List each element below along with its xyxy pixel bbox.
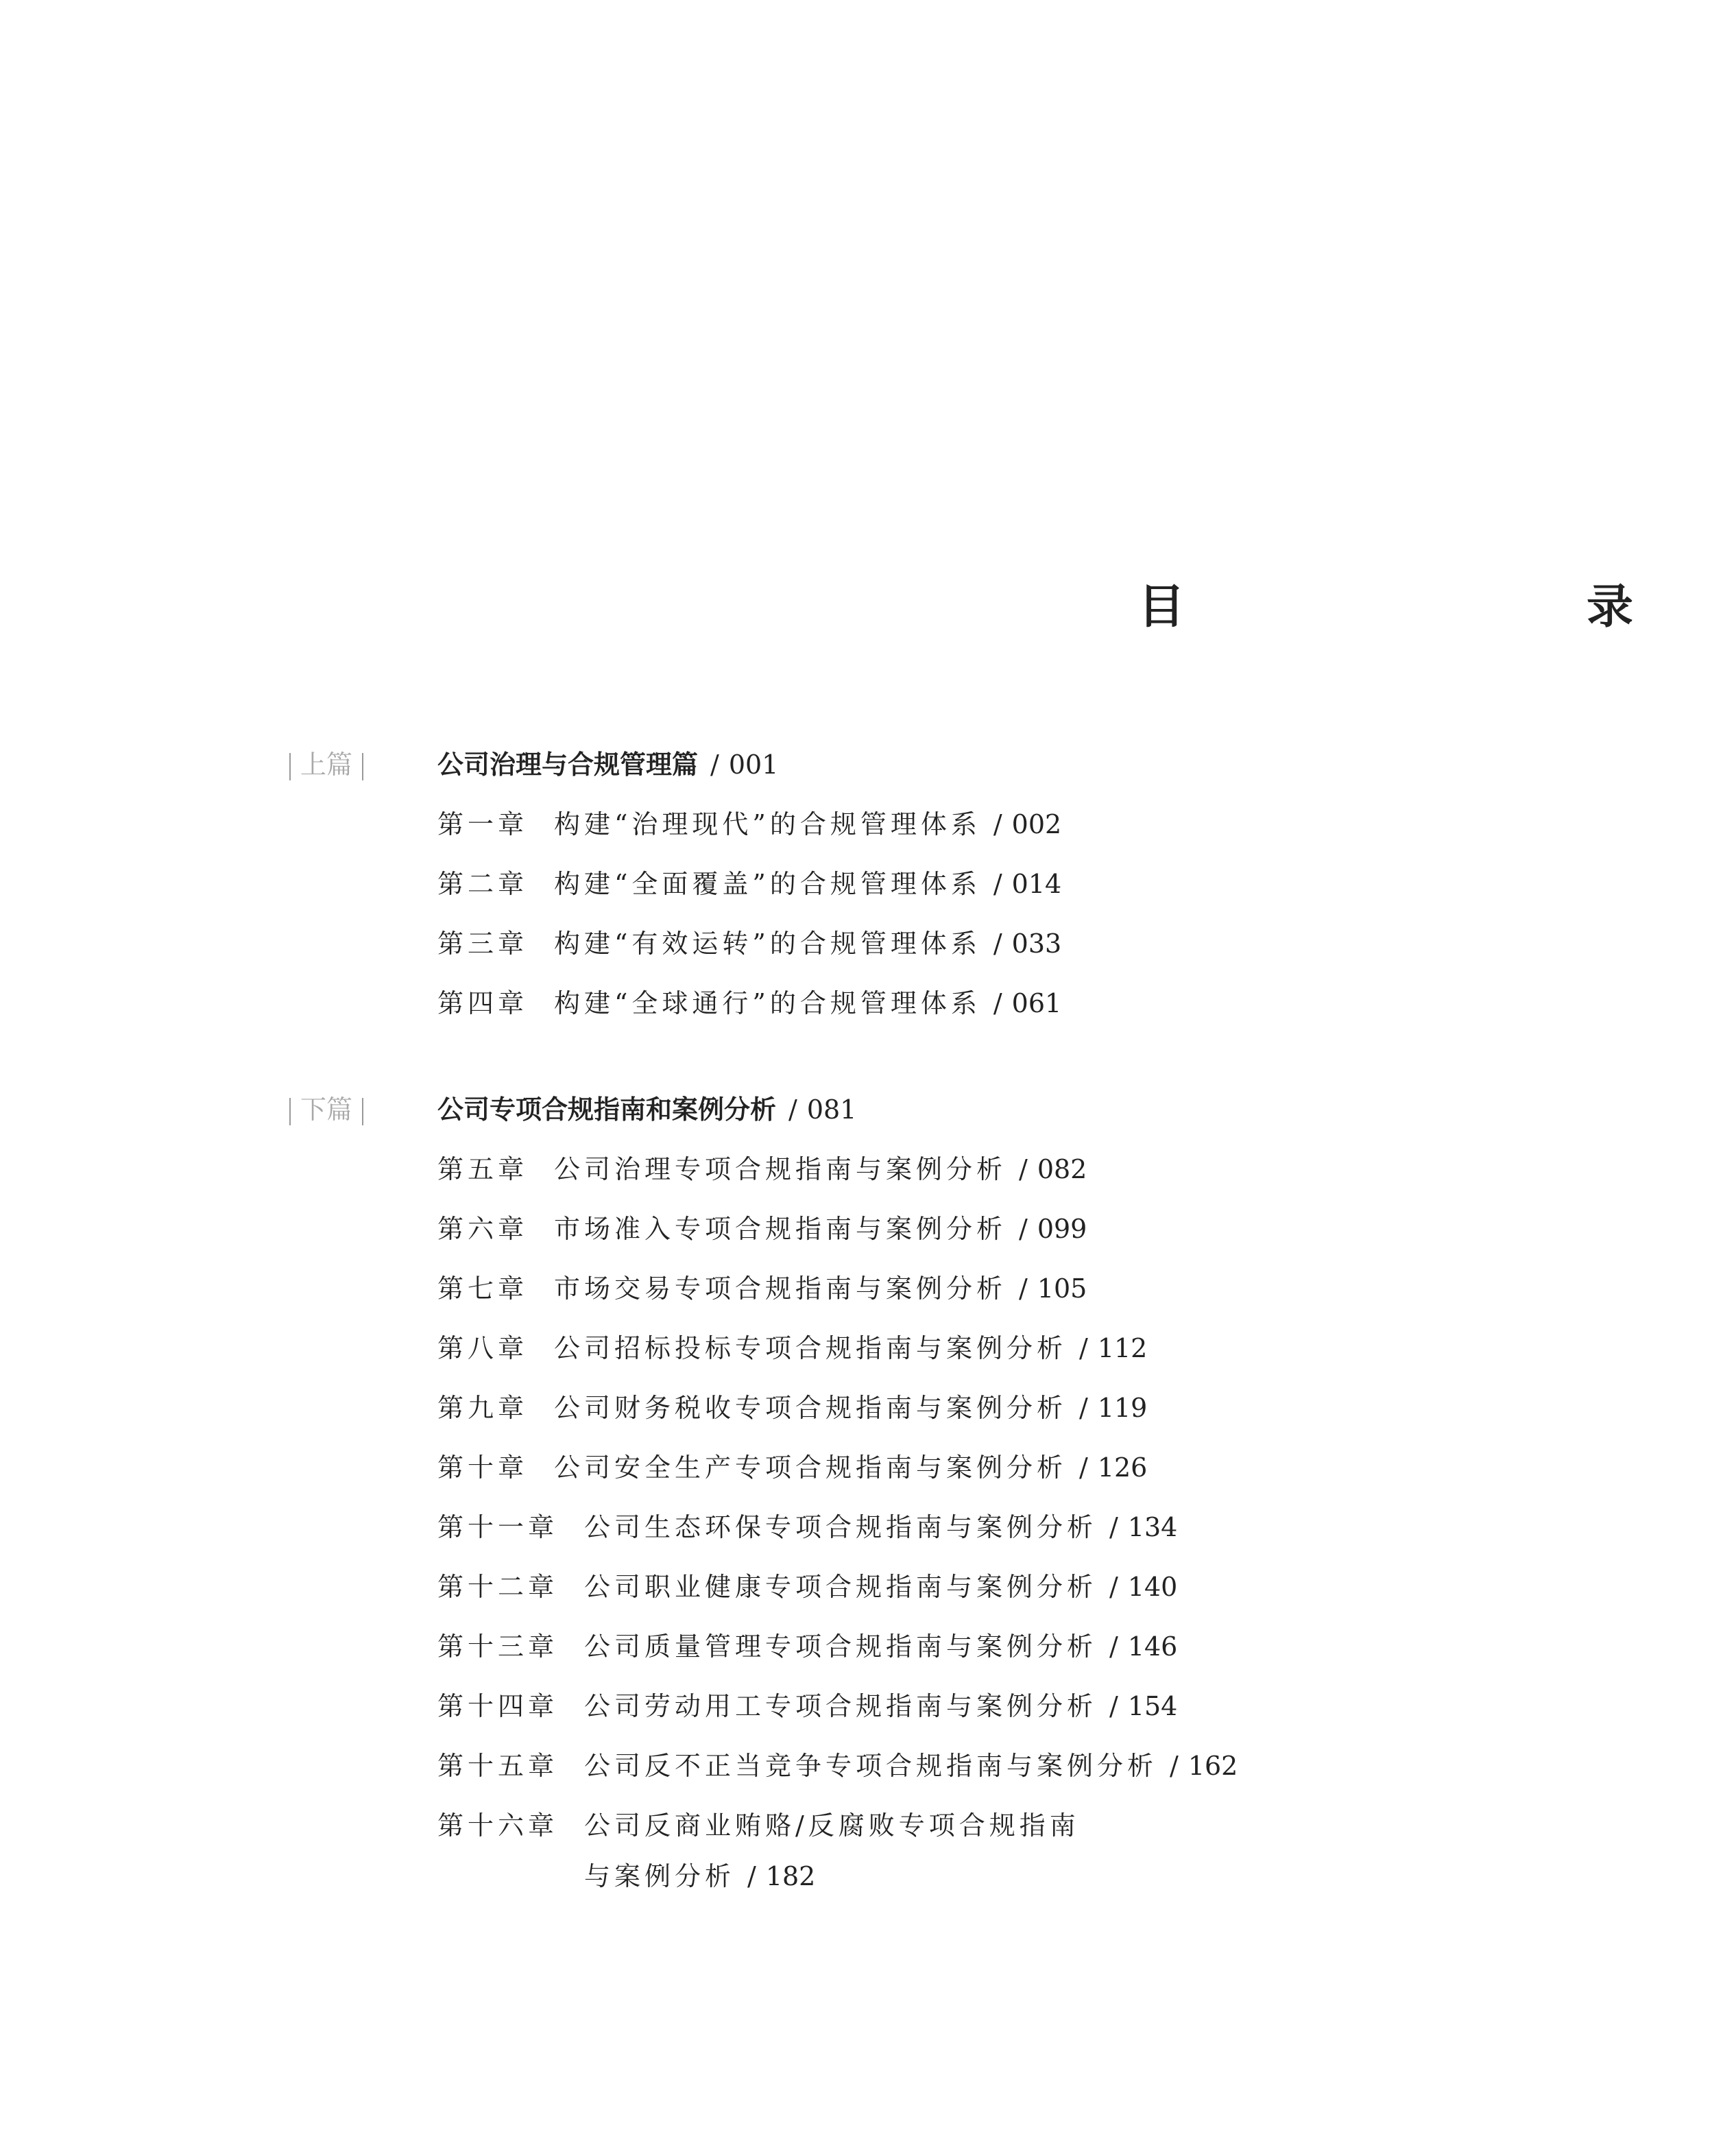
toc-entry[interactable] [437, 983, 1308, 1024]
divider [289, 753, 291, 780]
chapter-number: 第十一章 [437, 1512, 559, 1542]
toc-entry[interactable] [437, 1507, 1308, 1548]
chapter-number: 第八章 [437, 1333, 529, 1363]
page-number: 162 [1188, 1751, 1238, 1781]
chapter-number: 第一章 [437, 809, 529, 839]
part-header [280, 1089, 1308, 1130]
page-number: 112 [1097, 1333, 1148, 1363]
chapter-title: 公司劳动用工专项合规指南与案例分析 / 154 [584, 1691, 1178, 1721]
toc-entry[interactable] [437, 1566, 1308, 1607]
divider [362, 1098, 363, 1125]
chapter-title: 构建“全面覆盖”的合规管理体系 / 014 [554, 869, 1062, 899]
page-number: 119 [1097, 1393, 1148, 1423]
chapter-title: 公司反不正当竞争专项合规指南与案例分析 / 162 [584, 1751, 1238, 1781]
part-label: 下篇 [280, 1089, 373, 1130]
chapter-title: 构建“治理现代”的合规管理体系 / 002 [554, 809, 1062, 839]
part-lower [280, 1089, 1308, 1915]
page-number: 140 [1127, 1572, 1178, 1602]
chapter-number: 第三章 [437, 929, 529, 959]
page-number: 061 [1011, 988, 1062, 1018]
chapter-list [437, 1149, 1308, 1897]
page-number: 001 [728, 750, 779, 780]
toc-entry[interactable] [437, 863, 1308, 905]
chapter-title: 市场准入专项合规指南与案例分析 / 099 [554, 1214, 1087, 1244]
part-header [280, 744, 1308, 785]
part-label: 上篇 [280, 744, 373, 785]
chapter-title: 市场交易专项合规指南与案例分析 / 105 [554, 1273, 1087, 1304]
chapter-title: 构建“有效运转”的合规管理体系 / 033 [554, 929, 1062, 959]
chapter-number: 第四章 [437, 988, 529, 1018]
toc-entry[interactable] [437, 1447, 1308, 1488]
toc-entry[interactable] [437, 1208, 1308, 1249]
chapter-number: 第六章 [437, 1214, 529, 1244]
toc-entry[interactable] [437, 923, 1308, 964]
page-number: 182 [765, 1861, 816, 1891]
page-number: 002 [1011, 809, 1062, 839]
chapter-number: 第十四章 [437, 1691, 559, 1721]
chapter-title: 公司财务税收专项合规指南与案例分析 / 119 [554, 1393, 1148, 1423]
toc-entry[interactable] [437, 804, 1308, 845]
page-number: 146 [1127, 1631, 1178, 1662]
page-number: 126 [1097, 1452, 1148, 1483]
toc-entry[interactable] [437, 1149, 1308, 1190]
page-number: 014 [1011, 869, 1062, 899]
chapter-list [437, 804, 1308, 1024]
page-number: 033 [1011, 929, 1062, 959]
chapter-title: 公司安全生产专项合规指南与案例分析 / 126 [554, 1452, 1148, 1483]
part-title[interactable]: 公司治理与合规管理篇 / 001 [437, 750, 779, 780]
chapter-title: 公司反商业贿赂/反腐败专项合规指南 与案例分析 / 182 [584, 1810, 1080, 1891]
toc-entry[interactable] [437, 1268, 1308, 1309]
chapter-title: 构建“全球通行”的合规管理体系 / 061 [554, 988, 1062, 1018]
page-number: 099 [1037, 1214, 1087, 1244]
chapter-title: 公司质量管理专项合规指南与案例分析 / 146 [584, 1631, 1178, 1662]
toc-entry[interactable] [437, 1745, 1308, 1786]
chapter-number: 第十六章 [437, 1810, 559, 1841]
page-number: 082 [1037, 1154, 1087, 1184]
toc-entry[interactable] [437, 1686, 1308, 1727]
page-number: 154 [1127, 1691, 1178, 1721]
chapter-title: 公司生态环保专项合规指南与案例分析 / 134 [584, 1512, 1178, 1542]
divider [362, 753, 363, 780]
chapter-number: 第十三章 [437, 1631, 559, 1662]
part-upper [280, 744, 1308, 1042]
page-number: 105 [1037, 1273, 1087, 1304]
part-title[interactable]: 公司专项合规指南和案例分析 / 081 [437, 1094, 857, 1125]
chapter-title: 公司职业健康专项合规指南与案例分析 / 140 [584, 1572, 1178, 1602]
toc-entry[interactable] [437, 1626, 1308, 1667]
toc-entry[interactable] [437, 1328, 1308, 1369]
chapter-title: 公司招标投标专项合规指南与案例分析 / 112 [554, 1333, 1148, 1363]
chapter-number: 第十章 [437, 1452, 529, 1483]
page-number: 081 [806, 1094, 857, 1125]
chapter-number: 第十五章 [437, 1751, 559, 1781]
toc-entry[interactable] [437, 1805, 1308, 1897]
divider [289, 1098, 291, 1125]
chapter-number: 第七章 [437, 1273, 529, 1304]
chapter-title: 公司治理专项合规指南与案例分析 / 082 [554, 1154, 1087, 1184]
chapter-number: 第九章 [437, 1393, 529, 1423]
chapter-number: 第二章 [437, 869, 529, 899]
page-title: 目 录 [1138, 580, 1736, 634]
page-number: 134 [1127, 1512, 1178, 1542]
chapter-number: 第五章 [437, 1154, 529, 1184]
toc-entry[interactable] [437, 1387, 1308, 1428]
chapter-number: 第十二章 [437, 1572, 559, 1602]
